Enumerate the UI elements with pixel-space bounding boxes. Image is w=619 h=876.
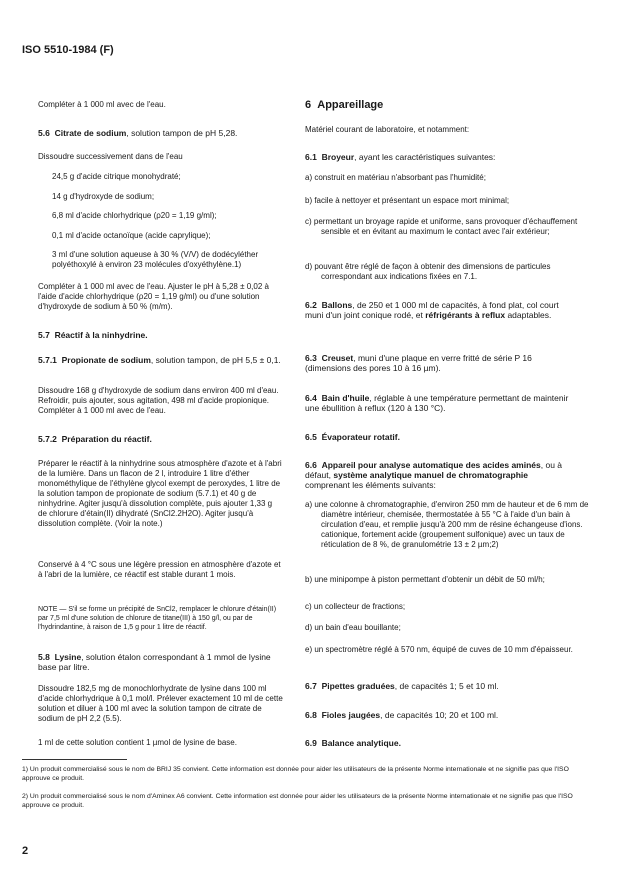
section-text: , muni d'une plaque en verre fritté de série P 16 (dimensions des pores 10 à 16 µm).	[305, 353, 532, 373]
section-number: 6	[305, 99, 312, 111]
section-title: Bain d'huile	[321, 393, 370, 403]
section-text: , de 250 et 1 000 ml de capacités, à fond plat, col court muni d'un joint conique rodé, et	[305, 300, 559, 320]
list-item: c) un collecteur de fractions;	[305, 602, 406, 611]
note: NOTE — S'il se forme un précipité de SnCl2, remplacer le chlorure d'étain(II) par 7,5 ml d'une solution de chlorure de titane(III) à 150 g/l, ou par de l'hydrindantine, à raison de 1,5 g pour 1 litre de réactif.	[38, 606, 277, 631]
section-number: 6.2	[305, 300, 317, 310]
section-number: 6.4	[305, 393, 317, 403]
section-5-6-heading	[38, 128, 283, 138]
section-number: 5.7	[38, 330, 50, 340]
section-text: , de capacités 1; 5 et 10 ml.	[394, 681, 499, 691]
section-title: Préparation du réactif.	[61, 434, 152, 444]
section-5-7-1-heading	[38, 355, 283, 365]
section-5-7-2-heading	[38, 434, 283, 444]
section-6-9-heading	[305, 738, 573, 748]
section-title: Citrate de sodium	[54, 128, 127, 138]
section-title: Réactif à la ninhydrine.	[54, 330, 148, 340]
section-text: , ou à défaut,	[305, 460, 563, 480]
list-item: 24,5 g d'acide citrique monohydraté;	[52, 172, 181, 181]
paragraph: Compléter à 1 000 ml avec de l'eau.	[38, 100, 166, 109]
section-title-secondary: réfrigérants à reflux	[425, 310, 506, 320]
paragraph: Dissoudre 182,5 mg de monochlorhydrate de lysine dans 100 ml d'acide chlorhydrique à 0,1 mol/l. Prélever exactement 10 ml de cette solution et diluer à 100 ml avec la solution tampon de citrate de sodium de pH 2,2 (5.5).	[38, 684, 283, 723]
section-6-heading	[305, 100, 573, 110]
section-number: 6.9	[305, 738, 317, 748]
section-title: Appareil pour analyse automatique des acides aminés	[321, 460, 541, 470]
list-item: 14 g d'hydroxyde de sodium;	[52, 192, 155, 201]
section-title: Fioles jaugées	[321, 710, 381, 720]
section-subtitle: , solution étalon correspondant à 1 mmol de lysine base par litre.	[38, 652, 271, 672]
section-title: Évaporateur rotatif.	[321, 432, 400, 442]
section-number: 6.1	[305, 152, 317, 162]
list-item: 6,8 ml d'acide chlorhydrique (ρ20 = 1,19 g/ml);	[52, 211, 217, 220]
list-item: a) une colonne à chromatographie, d'environ 250 mm de hauteur et de 6 mm de diamètre intérieur, chemisée, thermostatée à 55 °C à l'aide d'un bain à circulation d'eau, et remplie jusqu'à 200 mm de résine échangeuse d'ions. cationique, fortement acide (groupement sulfonique) avec un taux de réticulation de 8 %, de granulométrie 13 ± 2 µm;2)	[305, 500, 589, 549]
section-6-6-heading	[305, 460, 573, 490]
section-title: Propionate de sodium	[61, 355, 151, 365]
list-item: b) une minipompe à piston permettant d'obtenir un débit de 50 ml/h;	[305, 575, 545, 584]
section-text: , réglable à une température permettant de maintenir une ébullition à reflux (120 à 130 °C).	[305, 393, 569, 413]
section-6-1-heading	[305, 152, 573, 162]
section-text: comprenant les éléments suivants:	[305, 480, 436, 490]
section-subtitle: , solution tampon, de pH 5,5 ± 0,1.	[150, 355, 281, 365]
section-number: 5.6	[38, 128, 50, 138]
list-item: a) construit en matériau n'absorbant pas l'humidité;	[305, 173, 486, 182]
section-number: 6.7	[305, 681, 317, 691]
section-6-4-heading	[305, 393, 573, 413]
section-number: 5.7.1	[38, 355, 57, 365]
section-title: Lysine	[54, 652, 82, 662]
section-title: Ballons	[321, 300, 353, 310]
paragraph: Dissoudre successivement dans de l'eau	[38, 152, 183, 161]
paragraph: Dissoudre 168 g d'hydroxyde de sodium dans environ 400 ml d'eau. Refroidir, puis ajouter, sous agitation, 498 ml d'acide propionique. Compléter à 1 000 ml avec de l'eau.	[38, 386, 279, 415]
list-item: d) un bain d'eau bouillante;	[305, 623, 401, 632]
section-text: , de capacités 10; 20 et 100 ml.	[380, 710, 499, 720]
section-6-3-heading	[305, 353, 573, 373]
paragraph: Compléter à 1 000 ml avec de l'eau. Ajuster le pH à 5,28 ± 0,02 à l'aide d'acide chlorhydrique (ρ20 = 1,19 g/ml) ou d'une solution d'hydroxyde de sodium à 50 % (m/m).	[38, 282, 269, 311]
section-title: Balance analytique.	[321, 738, 401, 748]
section-title: Broyeur	[321, 152, 355, 162]
list-item: d) pouvant être réglé de façon à obtenir des dimensions de particules correspondant aux indications fixées en 7.1.	[305, 262, 551, 281]
section-number: 6.6	[305, 460, 317, 470]
section-number: 5.8	[38, 652, 50, 662]
document-header: ISO 5510-1984 (F)	[22, 44, 114, 56]
paragraph: Préparer le réactif à la ninhydrine sous atmosphère d'azote et à l'abri de la lumière. Dans un flacon de 2 l, introduire 1 litre d'éther monométhylique de l'éthylène glycol exempt de peroxydes, 1 litre de la solution tampon de propionate de sodium (5.7.1) et 40 g de ninhydrine. Agiter jusqu'à dissolution complète, puis ajouter 1,33 g de chlorure d'étain(II) dihydraté (SnCl2.2H2O). Agiter jusqu'à dissolution complète. (Voir la note.)	[38, 459, 282, 528]
section-6-2-heading	[305, 300, 573, 320]
footnote: 1) Un produit commercialisé sous le nom de BRIJ 35 convient. Cette information est donnée pour aider les utilisateurs de la présente Norme internationale et ne signifie pas que l'ISO approuve ce produit.	[22, 766, 569, 782]
list-item: c) permettant un broyage rapide et uniforme, sans provoquer d'échauffement sensible et en évitant au maximum le contact avec l'air extérieur;	[305, 217, 578, 236]
page-number: 2	[22, 845, 29, 857]
footnote: 2) Un produit commercialisé sous le nom d'Aminex A6 convient. Cette information est donnée pour aider les utilisateurs de la présente Norme internationale et ne signifie pas que l'ISO approuve ce produit.	[22, 793, 573, 809]
section-number: 6.5	[305, 432, 317, 442]
section-title: Appareillage	[317, 99, 384, 111]
section-text: adaptables.	[505, 310, 552, 320]
paragraph: Conservé à 4 °C sous une légère pression en atmosphère d'azote et à l'abri de la lumière, ce réactif est stable durant 1 mois.	[38, 560, 281, 579]
section-6-8-heading	[305, 710, 573, 720]
section-subtitle: , solution tampon de pH 5,28.	[126, 128, 238, 138]
section-title: Pipettes graduées	[321, 681, 395, 691]
paragraph: 1 ml de cette solution contient 1 µmol de lysine de base.	[38, 738, 237, 747]
list-item: 0,1 ml d'acide octanoïque (acide caprylique);	[52, 231, 211, 240]
section-title: Creuset	[321, 353, 354, 363]
section-number: 5.7.2	[38, 434, 57, 444]
footnote-divider	[22, 759, 127, 760]
section-5-7-heading	[38, 330, 283, 340]
section-6-7-heading	[305, 681, 573, 691]
section-subtitle: , ayant les caractéristiques suivantes:	[354, 152, 496, 162]
paragraph: Matériel courant de laboratoire, et notamment:	[305, 125, 470, 134]
section-number: 6.8	[305, 710, 317, 720]
list-item: e) un spectromètre réglé à 570 nm, équipé de cuves de 10 mm d'épaisseur.	[305, 645, 573, 654]
list-item: b) facile à nettoyer et présentant un espace mort minimal;	[305, 196, 510, 205]
section-number: 6.3	[305, 353, 317, 363]
section-6-5-heading	[305, 432, 573, 442]
section-title-secondary: système analytique manuel de chromatographie	[333, 470, 528, 480]
section-5-8-heading	[38, 652, 283, 672]
list-item: 3 ml d'une solution aqueuse à 30 % (V/V) de dodécyléther polyéthoxylé à environ 23 molécules d'oxyéthylène.1)	[52, 250, 259, 269]
